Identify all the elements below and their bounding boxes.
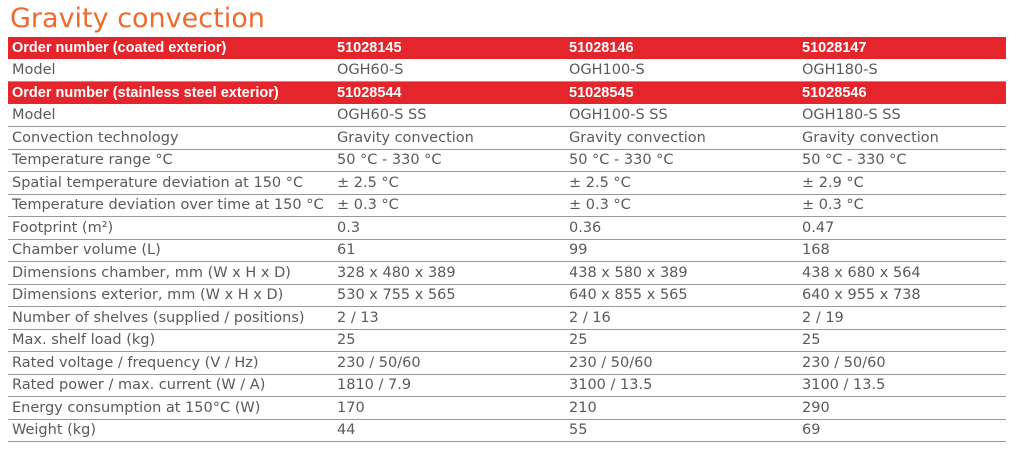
row-label: Dimensions chamber, mm (W x H x D): [8, 262, 333, 285]
table-row: [8, 374, 1006, 397]
cell-model-1: ± 0.3 °C: [333, 194, 565, 217]
cell-model-1: 51028145: [333, 37, 565, 59]
cell-model-3: 3100 / 13.5: [798, 374, 1006, 397]
spec-table: [8, 37, 1006, 442]
cell-model-2: 438 x 580 x 389: [565, 262, 798, 285]
cell-model-2: OGH100-S SS: [565, 104, 798, 127]
table-row: [8, 194, 1006, 217]
cell-model-3: OGH180-S: [798, 59, 1006, 82]
row-label: Model: [8, 104, 333, 127]
cell-model-1: 25: [333, 329, 565, 352]
cell-model-3: ± 2.9 °C: [798, 172, 1006, 195]
row-label: Number of shelves (supplied / positions): [8, 307, 333, 330]
cell-model-2: 0.36: [565, 217, 798, 240]
cell-model-2: Gravity convection: [565, 127, 798, 150]
cell-model-2: 25: [565, 329, 798, 352]
table-row: [8, 397, 1006, 420]
cell-model-1: ± 2.5 °C: [333, 172, 565, 195]
cell-model-2: 210: [565, 397, 798, 420]
row-label: Convection technology: [8, 127, 333, 150]
table-row: [8, 239, 1006, 262]
row-label: Spatial temperature deviation at 150 °C: [8, 172, 333, 195]
cell-model-3: 0.47: [798, 217, 1006, 240]
table-row: [8, 329, 1006, 352]
cell-model-2: 99: [565, 239, 798, 262]
cell-model-3: 51028147: [798, 37, 1006, 59]
row-label: Weight (kg): [8, 419, 333, 442]
cell-model-1: 2 / 13: [333, 307, 565, 330]
cell-model-3: 290: [798, 397, 1006, 420]
cell-model-1: 50 °C - 330 °C: [333, 149, 565, 172]
cell-model-1: 44: [333, 419, 565, 442]
row-label: Chamber volume (L): [8, 239, 333, 262]
cell-model-1: OGH60-S: [333, 59, 565, 82]
cell-model-1: 170: [333, 397, 565, 420]
spec-table-body: [8, 37, 1006, 442]
row-label: Rated power / max. current (W / A): [8, 374, 333, 397]
cell-model-1: 328 x 480 x 389: [333, 262, 565, 285]
table-header-row: [8, 82, 1006, 105]
cell-model-3: Gravity convection: [798, 127, 1006, 150]
row-label: Energy consumption at 150°C (W): [8, 397, 333, 420]
cell-model-3: 230 / 50/60: [798, 352, 1006, 375]
cell-model-1: 230 / 50/60: [333, 352, 565, 375]
cell-model-3: 69: [798, 419, 1006, 442]
page-title: Gravity convection: [10, 3, 265, 34]
row-label: Rated voltage / frequency (V / Hz): [8, 352, 333, 375]
row-label: Temperature deviation over time at 150 °C: [8, 194, 333, 217]
cell-model-2: 51028545: [565, 82, 798, 105]
cell-model-3: ± 0.3 °C: [798, 194, 1006, 217]
table-row: [8, 127, 1006, 150]
cell-model-1: 1810 / 7.9: [333, 374, 565, 397]
table-row: [8, 217, 1006, 240]
cell-model-1: OGH60-S SS: [333, 104, 565, 127]
row-label: Dimensions exterior, mm (W x H x D): [8, 284, 333, 307]
cell-model-3: OGH180-S SS: [798, 104, 1006, 127]
row-label: Order number (coated exterior): [8, 37, 333, 59]
table-row: [8, 104, 1006, 127]
cell-model-3: 168: [798, 239, 1006, 262]
cell-model-2: 3100 / 13.5: [565, 374, 798, 397]
cell-model-2: 55: [565, 419, 798, 442]
table-row: [8, 262, 1006, 285]
cell-model-3: 640 x 955 x 738: [798, 284, 1006, 307]
cell-model-3: 438 x 680 x 564: [798, 262, 1006, 285]
table-row: [8, 172, 1006, 195]
row-label: Model: [8, 59, 333, 82]
cell-model-1: Gravity convection: [333, 127, 565, 150]
cell-model-2: 230 / 50/60: [565, 352, 798, 375]
cell-model-3: 25: [798, 329, 1006, 352]
table-row: [8, 419, 1006, 442]
cell-model-2: 640 x 855 x 565: [565, 284, 798, 307]
cell-model-1: 61: [333, 239, 565, 262]
cell-model-3: 2 / 19: [798, 307, 1006, 330]
cell-model-2: 2 / 16: [565, 307, 798, 330]
cell-model-2: OGH100-S: [565, 59, 798, 82]
cell-model-2: ± 2.5 °C: [565, 172, 798, 195]
row-label: Footprint (m²): [8, 217, 333, 240]
cell-model-2: 50 °C - 330 °C: [565, 149, 798, 172]
table-row: [8, 59, 1006, 82]
cell-model-3: 50 °C - 330 °C: [798, 149, 1006, 172]
cell-model-1: 530 x 755 x 565: [333, 284, 565, 307]
cell-model-2: 51028146: [565, 37, 798, 59]
table-row: [8, 284, 1006, 307]
cell-model-3: 51028546: [798, 82, 1006, 105]
table-row: [8, 307, 1006, 330]
cell-model-2: ± 0.3 °C: [565, 194, 798, 217]
row-label: Max. shelf load (kg): [8, 329, 333, 352]
cell-model-1: 51028544: [333, 82, 565, 105]
row-label: Order number (stainless steel exterior): [8, 82, 333, 105]
table-row: [8, 149, 1006, 172]
table-header-row: [8, 37, 1006, 59]
cell-model-1: 0.3: [333, 217, 565, 240]
table-row: [8, 352, 1006, 375]
row-label: Temperature range °C: [8, 149, 333, 172]
